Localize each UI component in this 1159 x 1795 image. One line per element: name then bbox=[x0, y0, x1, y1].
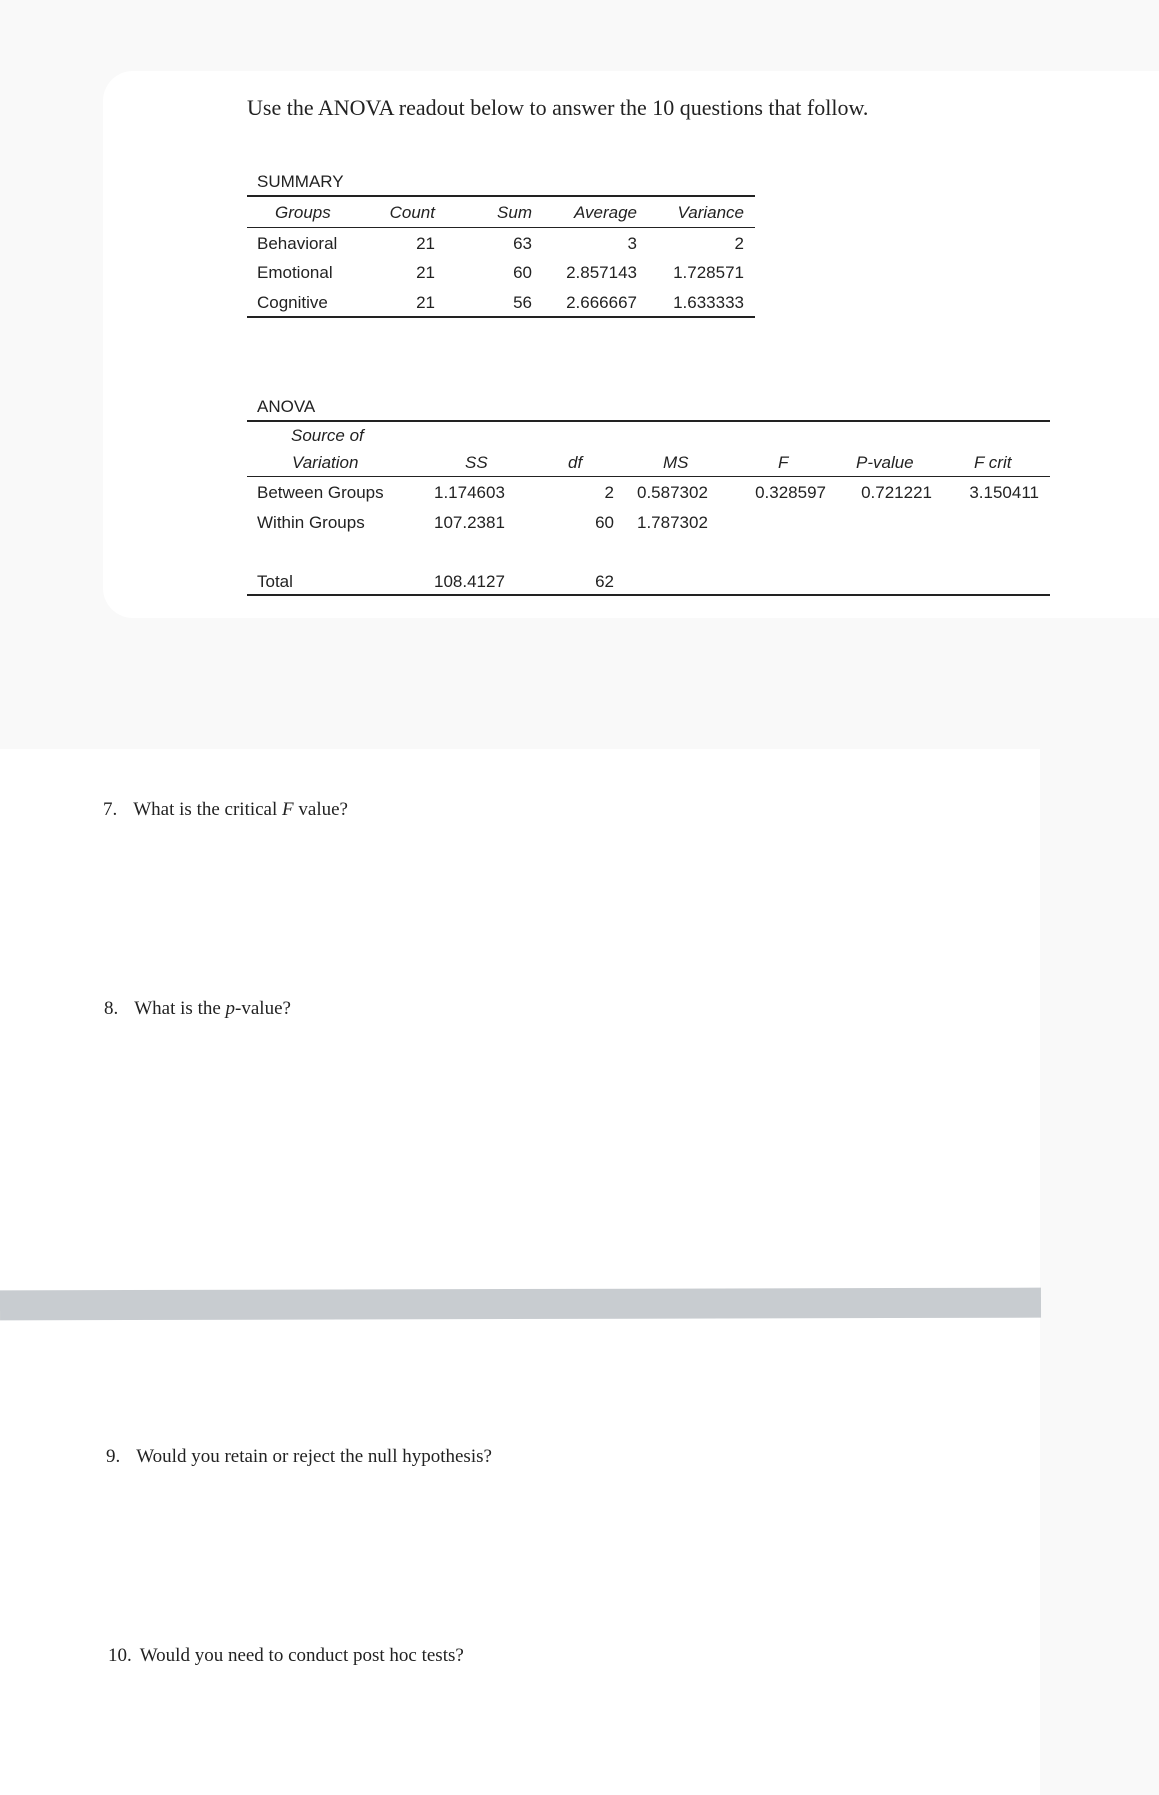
summary-cell: 2.666667 bbox=[566, 293, 637, 312]
ss-cell: 1.174603 bbox=[434, 483, 505, 502]
summary-cell: 21 bbox=[416, 263, 435, 282]
question-text-end: -value? bbox=[235, 998, 291, 1019]
source-name: Total bbox=[257, 572, 293, 591]
question-number: 7. bbox=[103, 799, 118, 820]
divider bbox=[247, 195, 755, 197]
header-average: Average bbox=[573, 203, 637, 222]
ms-cell: 0.587302 bbox=[637, 483, 708, 502]
summary-cell: 21 bbox=[416, 293, 435, 312]
question-number: 9. bbox=[106, 1446, 121, 1467]
question-number: 8. bbox=[104, 998, 119, 1019]
anova-title: ANOVA bbox=[257, 397, 316, 416]
question-7 bbox=[103, 799, 348, 821]
ss-cell: 107.2381 bbox=[434, 513, 505, 532]
f-cell: 0.328597 bbox=[755, 483, 826, 502]
divider bbox=[247, 594, 1050, 596]
summary-cell: 2 bbox=[734, 234, 744, 253]
f-crit-cell: 3.150411 bbox=[969, 483, 1039, 502]
question-text: Would you retain or reject the null hypothesis? bbox=[136, 1446, 492, 1467]
header-variance: Variance bbox=[677, 203, 744, 222]
question-number: 10. bbox=[108, 1645, 132, 1666]
divider bbox=[247, 476, 1050, 477]
question-symbol: p bbox=[225, 998, 236, 1019]
instructions: Use the ANOVA readout below to answer the 10 questions that follow. bbox=[247, 95, 869, 120]
header-f-crit: F crit bbox=[974, 453, 1012, 472]
summary-title: SUMMARY bbox=[257, 172, 344, 191]
header-variation: Variation bbox=[292, 453, 359, 472]
source-name: Within Groups bbox=[257, 513, 365, 532]
question-text-end: value? bbox=[293, 799, 348, 820]
source-name: Between Groups bbox=[257, 483, 384, 502]
header-f: F bbox=[778, 453, 789, 472]
question-symbol: F bbox=[282, 799, 294, 820]
header-p-value: P-value bbox=[856, 453, 914, 472]
summary-cell: 1.633333 bbox=[673, 293, 744, 312]
summary-cell: 60 bbox=[513, 263, 532, 282]
ss-cell: 108.4127 bbox=[434, 572, 505, 591]
group-name: Cognitive bbox=[257, 293, 328, 312]
divider bbox=[247, 420, 1050, 422]
questions-page bbox=[0, 749, 1040, 1795]
df-cell: 60 bbox=[595, 513, 614, 532]
df-cell: 2 bbox=[604, 483, 614, 502]
summary-cell: 56 bbox=[513, 293, 532, 312]
header-source-of: Source of bbox=[291, 426, 364, 445]
df-cell: 62 bbox=[595, 572, 614, 591]
summary-cell: 63 bbox=[513, 234, 532, 253]
ms-cell: 1.787302 bbox=[637, 513, 708, 532]
header-sum: Sum bbox=[497, 203, 532, 222]
group-name: Emotional bbox=[257, 263, 333, 282]
summary-cell: 1.728571 bbox=[673, 263, 744, 282]
header-df: df bbox=[568, 453, 583, 472]
header-count: Count bbox=[389, 203, 435, 222]
question-text: Would you need to conduct post hoc tests? bbox=[139, 1645, 464, 1666]
header-ms: MS bbox=[663, 453, 689, 472]
divider bbox=[247, 227, 755, 228]
summary-cell: 3 bbox=[627, 234, 637, 253]
question-text: What is the critical bbox=[133, 799, 283, 820]
question-10 bbox=[108, 1645, 464, 1667]
header-ss: SS bbox=[465, 453, 488, 472]
question-8 bbox=[104, 998, 291, 1020]
question-9 bbox=[106, 1446, 492, 1468]
summary-cell: 2.857143 bbox=[566, 263, 637, 282]
question-text: What is the bbox=[134, 998, 226, 1019]
page-separator bbox=[0, 1288, 1041, 1321]
summary-cell: 21 bbox=[416, 234, 435, 253]
group-name: Behavioral bbox=[257, 234, 338, 253]
divider bbox=[247, 316, 755, 318]
p-value-cell: 0.721221 bbox=[861, 483, 932, 502]
header-groups: Groups bbox=[275, 203, 331, 222]
readout-card bbox=[103, 71, 1159, 618]
